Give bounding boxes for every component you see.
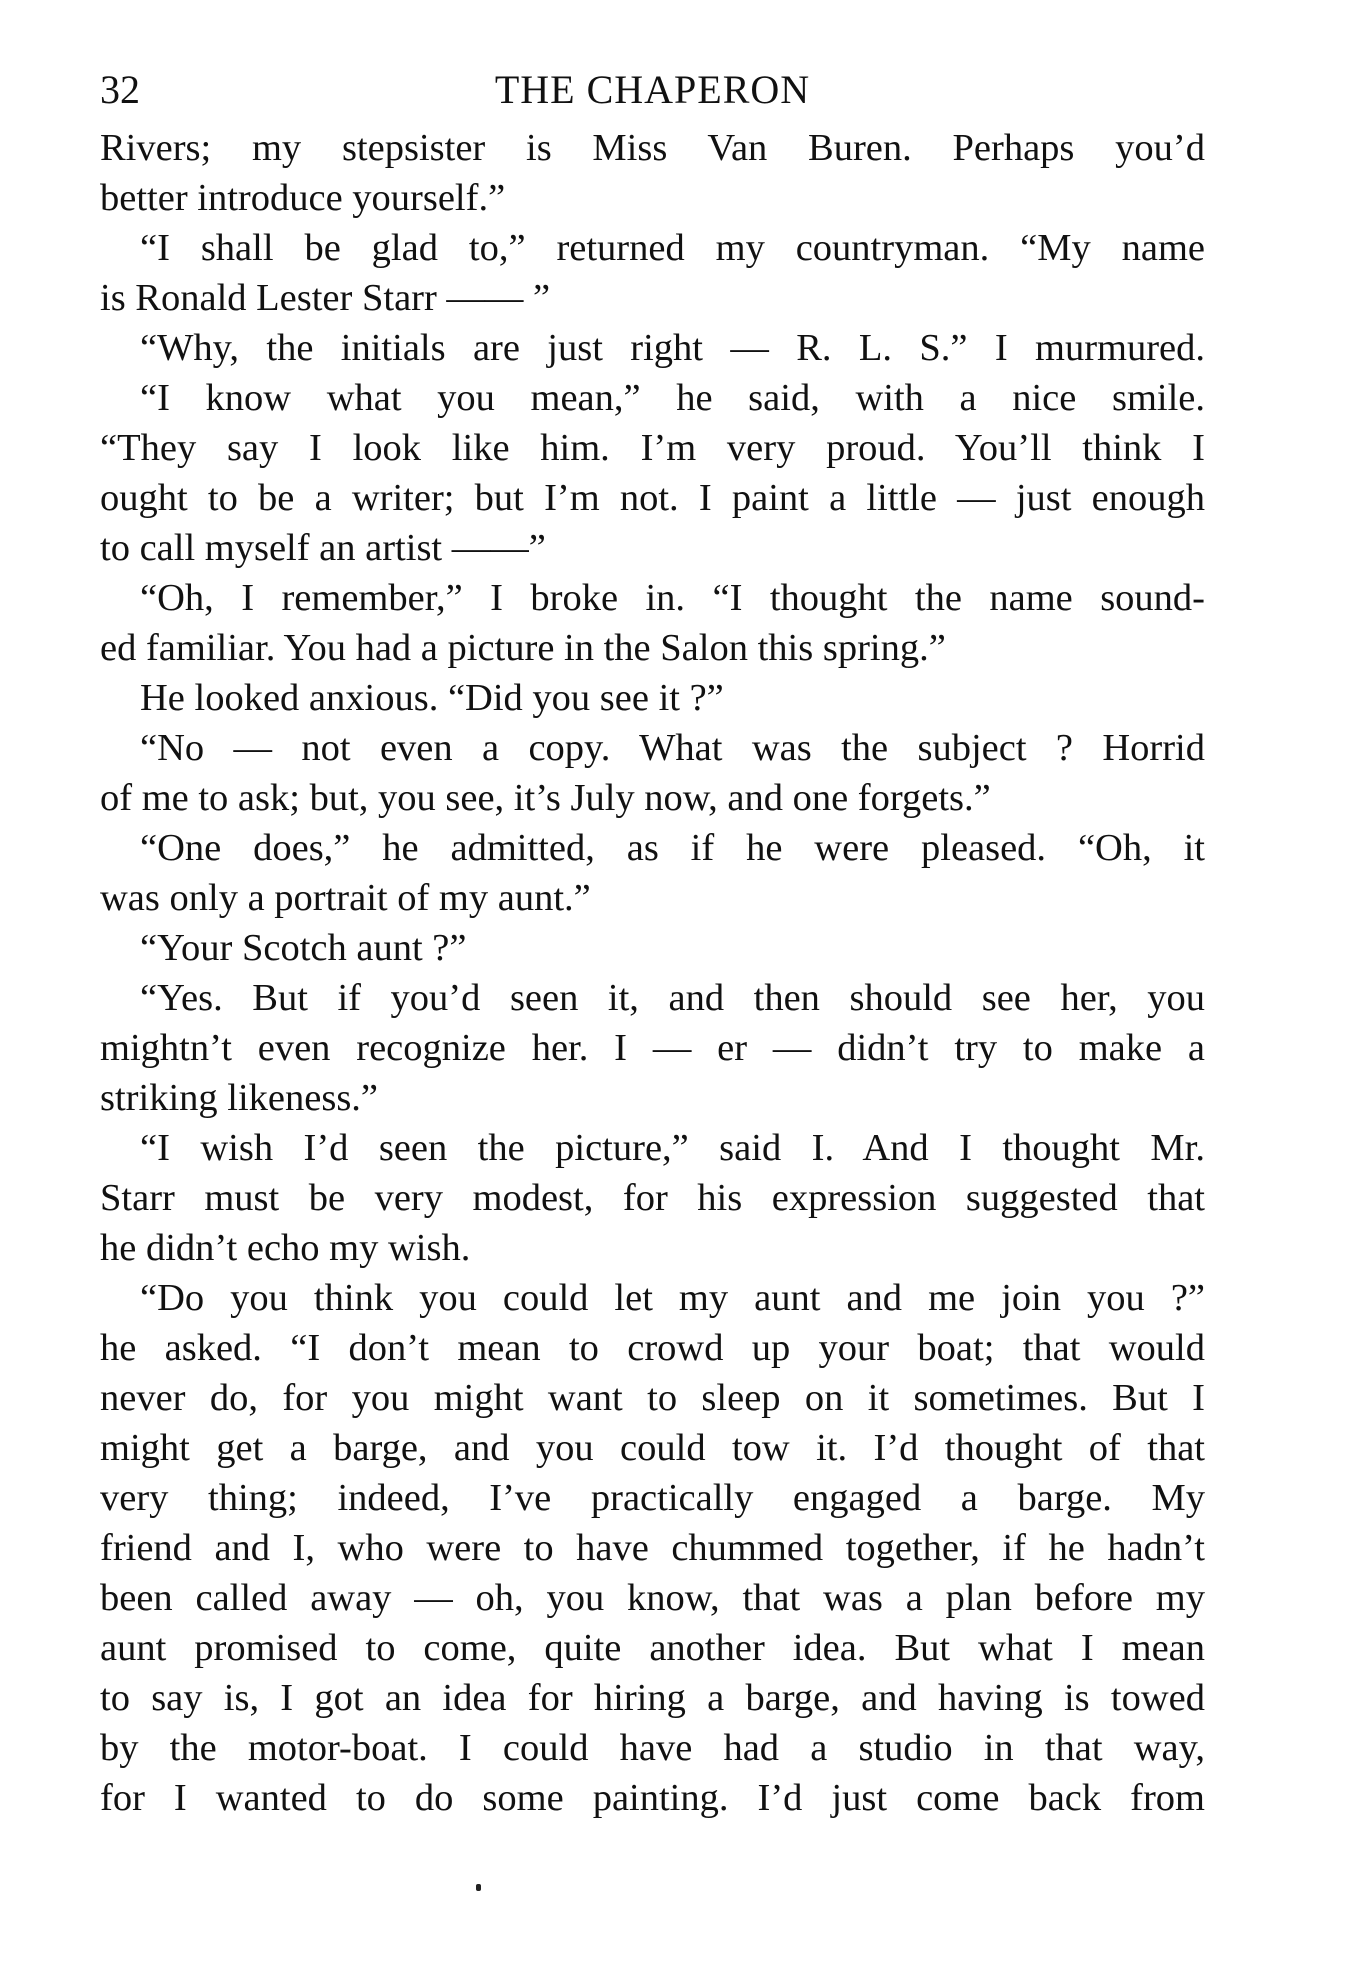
text-line: ed familiar. You had a picture in the Salon this spring.” [100, 627, 946, 669]
text-line: he asked. “I don’t mean to crowd up your boat; that would [100, 1327, 1205, 1369]
text-line: “No — not even a copy. What was the subject ? Horrid [140, 727, 1205, 769]
text-line: “One does,” he admitted, as if he were pleased. “Oh, it [140, 827, 1205, 869]
text-line: Starr must be very modest, for his expression suggested that [100, 1177, 1205, 1219]
text-line: “I shall be glad to,” returned my countryman. “My name [140, 227, 1205, 269]
text-line: “Your Scotch aunt ?” [140, 927, 467, 969]
text-line: been called away — oh, you know, that was a plan before my [100, 1577, 1205, 1619]
text-line: mightn’t even recognize her. I — er — didn’t try to make a [100, 1027, 1205, 1069]
text-line: “Oh, I remember,” I broke in. “I thought the name sound- [140, 577, 1205, 619]
text-line: aunt promised to come, quite another idea. But what I mean [100, 1627, 1205, 1669]
text-line: was only a portrait of my aunt.” [100, 877, 591, 919]
text-line: to say is, I got an idea for hiring a barge, and having is towed [100, 1677, 1205, 1719]
text-line: striking likeness.” [100, 1077, 379, 1119]
page-header [100, 66, 1205, 114]
text-line: is Ronald Lester Starr —— ” [100, 277, 551, 319]
text-line: he didn’t echo my wish. [100, 1227, 471, 1269]
text-line: friend and I, who were to have chummed together, if he hadn’t [100, 1527, 1205, 1569]
text-line: might get a barge, and you could tow it. I’d thought of that [100, 1427, 1205, 1469]
text-line: ought to be a writer; but I’m not. I paint a little — just enough [100, 477, 1205, 519]
text-line: of me to ask; but, you see, it’s July now, and one forgets.” [100, 777, 991, 819]
body-text [100, 123, 1205, 1823]
text-line: to call myself an artist ——” [100, 527, 546, 569]
page-number: 32 [100, 67, 140, 112]
text-line: “They say I look like him. I’m very proud. You’ll think I [100, 427, 1205, 469]
text-line: “Why, the initials are just right — R. L. S.” I murmured. [140, 327, 1205, 369]
text-line: “Do you think you could let my aunt and me join you ?” [140, 1277, 1205, 1319]
text-line: “Yes. But if you’d seen it, and then should see her, you [140, 977, 1205, 1019]
text-line: Rivers; my stepsister is Miss Van Buren. Perhaps you’d [100, 127, 1205, 169]
running-title: THE CHAPERON [494, 67, 811, 112]
text-line: “I wish I’d seen the picture,” said I. And I thought Mr. [140, 1127, 1205, 1169]
text-line: He looked anxious. “Did you see it ?” [140, 677, 724, 719]
text-line: for I wanted to do some painting. I’d just come back from [100, 1777, 1205, 1819]
text-line: very thing; indeed, I’ve practically engaged a barge. My [100, 1477, 1205, 1519]
text-line: better introduce yourself.” [100, 177, 506, 219]
print-speck [476, 1884, 481, 1891]
text-line: never do, for you might want to sleep on it sometimes. But I [100, 1377, 1205, 1419]
text-line: by the motor-boat. I could have had a studio in that way, [100, 1727, 1205, 1769]
text-line: “I know what you mean,” he said, with a nice smile. [140, 377, 1205, 419]
